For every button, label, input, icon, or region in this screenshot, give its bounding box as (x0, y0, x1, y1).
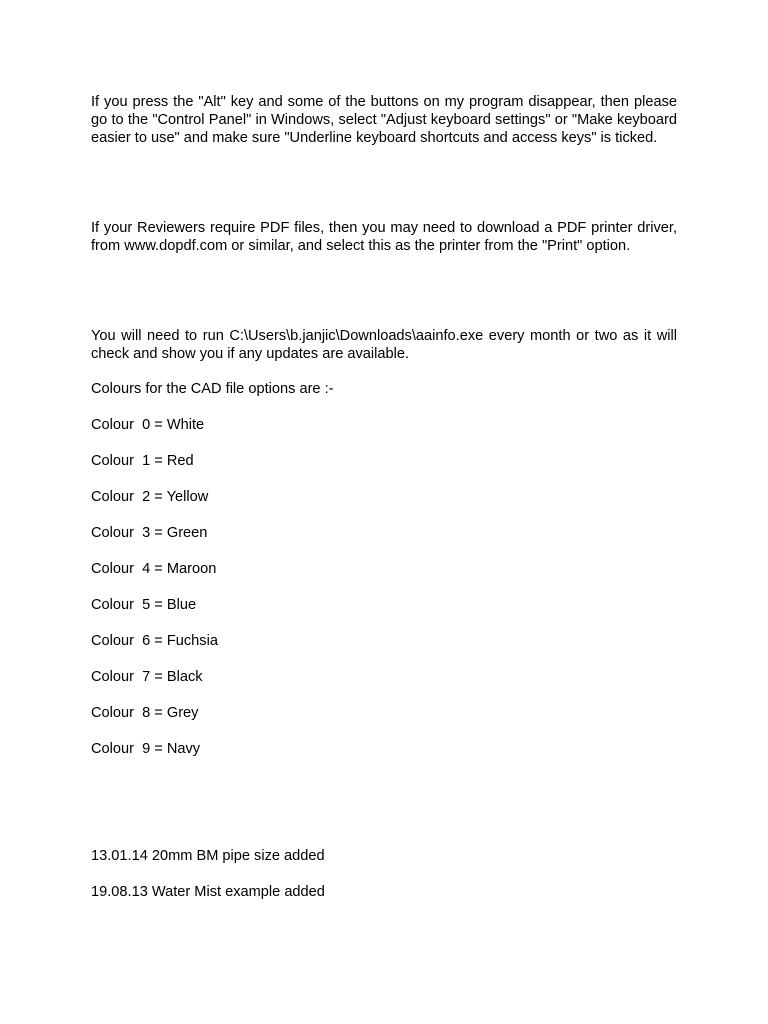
changelog-entry: 19.08.13 Water Mist example added (91, 884, 325, 900)
colour-item: Colour 2 = Yellow (91, 489, 209, 505)
colour-item: Colour 7 = Black (91, 669, 203, 685)
colour-item: Colour 9 = Navy (91, 741, 201, 757)
colour-item: Colour 0 = White (91, 417, 205, 433)
changelog-entry: 13.01.14 20mm BM pipe size added (91, 848, 325, 864)
paragraph-pdf-files: If your Reviewers require PDF files, then you may need to download a PDF printer driver, from www.dopdf.com or similar, and select this as the printer from the "Print" option. (91, 220, 682, 254)
colour-item: Colour 4 = Maroon (91, 561, 217, 577)
colours-heading: Colours for the CAD file options are :- (91, 381, 334, 397)
colour-item: Colour 6 = Fuchsia (91, 633, 218, 649)
paragraph-updates: You will need to run C:\Users\b.janjic\Downloads\aainfo.exe every month or two as it will check and show you if any updates are available. (91, 328, 682, 362)
colour-item: Colour 3 = Green (91, 525, 208, 541)
paragraph-alt-key: If you press the "Alt" key and some of the buttons on my program disappear, then please go to the "Control Panel" in Windows, select "Adjust keyboard settings" or "Make keyboard easier to use" and make sure "Underline keyboard shortcuts and access keys" is ticked. (91, 94, 682, 146)
colour-item: Colour 5 = Blue (91, 597, 197, 613)
colour-item: Colour 8 = Grey (91, 705, 199, 721)
colour-item: Colour 1 = Red (91, 453, 194, 469)
